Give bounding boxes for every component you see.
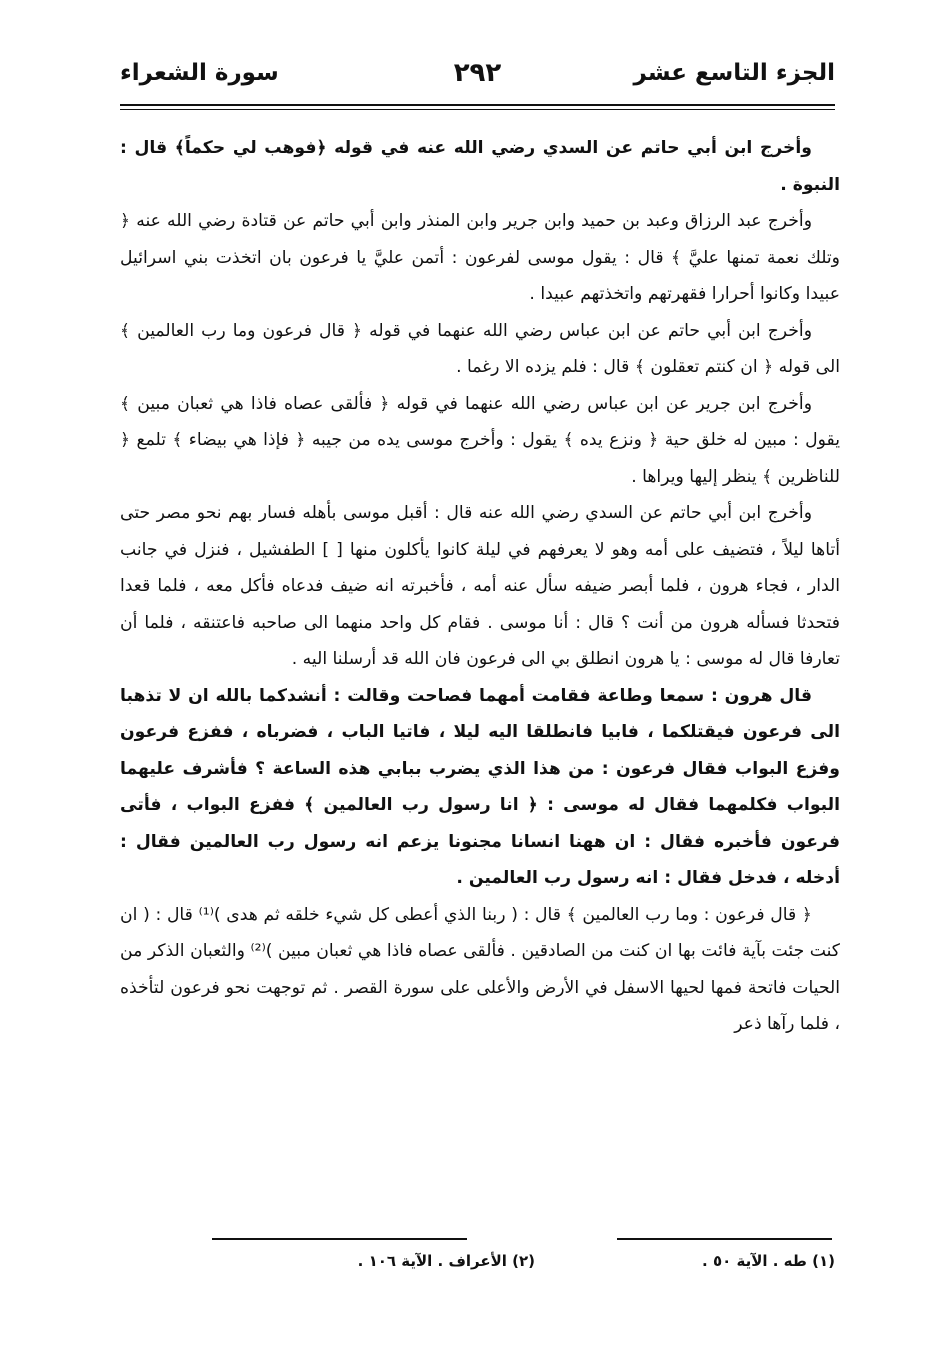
paragraph-2: وأخرج عبد الرزاق وعبد بن حميد وابن جرير وابن المنذر وابن أبي حاتم عن قتادة رضي الله عنه ﴿ وتلك نعمة تمنها عليَّ ﴾ قال : يقول موسى لفرعون : أتمن عليَّ يا فرعون بان اتخذت بني اسرائيل عبيدا وكانوا أحرارا فقهرتهم واتخذتهم عبيدا . — [120, 211, 840, 304]
paragraph-7: ﴿ قال فرعون : وما رب العالمين ﴾ قال : ( ربنا الذي أعطى كل شيء خلقه ثم هدى )⁽¹⁾ قال : ( ان كنت جئت بآية فائت بها ان كنت من الصادقين . فألقى عصاه فاذا هي ثعبان مبين )⁽²⁾ والثعبان الذكر من الحيات فاتحة فمها لحيها الاسفل في الأرض والأعلى على سورة القصر . ثم توجهت نحو فرعون لتأخذه ، فلما رآها ذعر — [120, 904, 840, 1034]
page-body — [120, 130, 840, 1043]
footnote-rules — [212, 1238, 832, 1242]
page-header — [120, 56, 835, 100]
page-number: ٢٩٢ — [453, 58, 502, 88]
paragraph-5: وأخرج ابن أبي حاتم عن السدي رضي الله عنه قال : أقبل موسى بأهله فسار بهم نحو مصر حتى أتاها ليلاً ، فتضيف على أمه وهو لا يعرفهم في ليلة كانوا يأكلون منها [ ] الطفشيل ، فنزل في جانب الدار ، فجاء هرون ، فلما أبصر ضيفه سأل عنه أمه ، فأخبرته انه ضيف فدعاه فأكل معه ، فلما قعدا فتحدثا فسأله هرون من أنت ؟ قال : أنا موسى . فقام كل واحد منهما الى صاحبه فاعتنقه ، فلما أن تعارفا قال له موسى : يا هرون انطلق بي الى فرعون فان الله قد أرسلنا اليه . — [120, 503, 840, 669]
paragraph-3: وأخرج ابن أبي حاتم عن ابن عباس رضي الله عنهما في قوله ﴿ قال فرعون وما رب العالمين ﴾ الى قوله ﴿ ان كنتم تعقلون ﴾ قال : فلم يزده الا رغما . — [120, 320, 840, 377]
footnotes — [260, 1252, 835, 1282]
footnote-2: (٢) الأعراف . الآية ١٠٦ . — [357, 1252, 535, 1270]
part-title: الجزء التاسع عشر — [633, 60, 835, 86]
footnote-1: (١) طه . الآية ٥٠ . — [702, 1252, 835, 1270]
header-rule — [120, 104, 835, 110]
paragraph-1: وأخرج ابن أبي حاتم عن السدي رضي الله عنه في قوله ﴿فوهب لي حكماً﴾ قال : النبوة . — [120, 138, 840, 195]
footnote-rule-right — [617, 1238, 832, 1240]
surah-title: سورة الشعراء — [120, 60, 279, 86]
footnote-rule-left — [212, 1238, 467, 1240]
paragraph-6: قال هرون : سمعا وطاعة فقامت أمهما فصاحت وقالت : أنشدكما بالله ان لا تذهبا الى فرعون فيقتلكما ، فابيا فانطلقا اليه ليلا ، فاتيا الباب ، فضرباه ، ففزع فرعون وفزع البواب فقال فرعون : من هذا الذي يضرب ببابي هذه الساعة ؟ فأشرف عليهما البواب فكلمهما فقال له موسى : ﴿ انا رسول رب العالمين ﴾ ففزع البواب ، فأتى فرعون فأخبره فقال : ان ههنا انسانا مجنونا يزعم انه رسول رب العالمين فقال : أدخله ، فدخل فقال : انه رسول رب العالمين . — [120, 685, 840, 888]
paragraph-4: وأخرج ابن جرير عن ابن عباس رضي الله عنهما في قوله ﴿ فألقى عصاه فاذا هي ثعبان مبين ﴾ يقول : مبين له خلق حية ﴿ ونزع يده ﴾ يقول : وأخرج موسى يده من جيبه ﴿ فإذا هي بيضاء ﴾ تلمع ﴿ للناظرين ﴾ ينظر إليها ويراها . — [120, 393, 840, 487]
